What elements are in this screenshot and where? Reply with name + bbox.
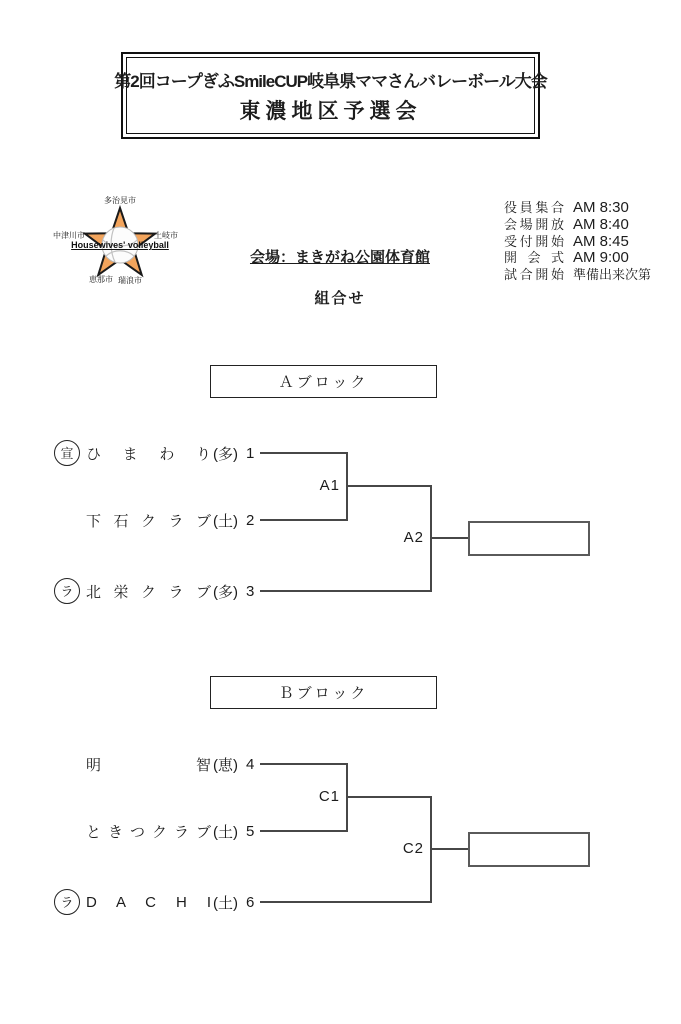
bracket-line [260, 763, 348, 765]
schedule-value: 準備出来次第 [573, 267, 652, 283]
city-label-toki: 土岐市 [154, 231, 178, 240]
schedule-label: 試合開始 [504, 267, 564, 283]
tournament-subtitle: 東濃地区予選会 [239, 99, 422, 123]
bracket-line [346, 796, 432, 798]
city-label-mizunami: 瑞浪市 [118, 276, 142, 285]
bracket-line [430, 537, 468, 539]
schedule-row [504, 231, 651, 248]
winner-box [468, 832, 590, 867]
bracket-line [346, 485, 432, 487]
bracket-block-b [0, 676, 681, 921]
venue-title: 会場：まきがね公園体育館 [249, 249, 430, 266]
team-region: (多) [213, 445, 238, 463]
city-label-tajimi: 多治見市 [104, 196, 136, 205]
team-number: 3 [246, 582, 255, 600]
team-row [54, 506, 254, 534]
schedule-value: AM 8:30 [573, 199, 629, 216]
schedule-label: 開 会 式 [504, 250, 564, 266]
schedule-row [504, 247, 651, 267]
team-number: 6 [246, 893, 255, 911]
schedule [504, 197, 651, 281]
team-row [54, 577, 254, 605]
team-region: (土) [213, 512, 238, 530]
schedule-value: AM 8:45 [573, 232, 629, 250]
schedule-value: AM 9:00 [573, 249, 629, 267]
title-box-inner [114, 57, 547, 134]
team-region: (土) [213, 894, 238, 912]
team-number: 4 [246, 755, 255, 773]
match-label-c1: C1 [318, 788, 340, 805]
radio-exercise-mark-icon: ラ [54, 889, 80, 915]
schedule-label: 役員集合 [504, 200, 564, 215]
schedule-value: AM 8:40 [573, 215, 629, 233]
team-name: と き つ ク ラ ブ [86, 823, 211, 841]
bracket-line [260, 590, 430, 592]
radio-exercise-mark-icon: ラ [54, 578, 80, 604]
venue-block [215, 246, 465, 308]
match-label-a1: A1 [319, 477, 340, 494]
schedule-label: 会場開放 [504, 216, 564, 232]
team-number: 5 [246, 822, 255, 840]
bracket-line [430, 848, 468, 850]
team-row [54, 888, 254, 916]
bracket-line [260, 519, 348, 521]
match-label-c2: C2 [402, 840, 424, 857]
team-row [54, 750, 254, 778]
winner-box [468, 521, 590, 556]
schedule-label: 受付開始 [504, 233, 564, 249]
schedule-row [504, 197, 651, 214]
team-number: 2 [246, 511, 255, 529]
team-name: 明 智 [86, 756, 211, 774]
bracket-line [260, 830, 348, 832]
block-a-header: Ａブロック [210, 365, 437, 398]
team-region: (多) [213, 583, 238, 601]
team-row [54, 817, 254, 845]
team-row [54, 439, 254, 467]
schedule-row [504, 214, 651, 231]
team-number: 1 [246, 444, 255, 462]
title-box [114, 52, 547, 139]
schedule-row [504, 264, 651, 281]
team-name: ひ ま わ り [86, 445, 211, 463]
block-b-header: Ｂブロック [210, 676, 437, 709]
oath-mark-icon: 宣 [54, 440, 80, 466]
team-name: 下 石 ク ラ ブ [86, 512, 211, 530]
pairings-label: 組合せ [314, 290, 366, 307]
team-region: (土) [213, 823, 238, 841]
bracket-block-a [0, 365, 681, 610]
team-name: D A C H I [86, 893, 211, 911]
bracket-line [260, 452, 348, 454]
city-label-ena: 恵那市 [89, 275, 113, 284]
team-region: (恵) [213, 756, 238, 774]
association-logo [42, 188, 198, 300]
logo-caption: Housewives' volleyball [71, 240, 169, 250]
city-label-nakatsugawa: 中津川市 [53, 231, 85, 240]
bracket-line [260, 901, 430, 903]
tournament-title: 第2回コープぎふSmileCUP岐阜県ママさんバレーボール大会 [114, 71, 547, 91]
match-label-a2: A2 [403, 529, 424, 546]
team-name: 北 栄 ク ラ ブ [86, 583, 211, 601]
